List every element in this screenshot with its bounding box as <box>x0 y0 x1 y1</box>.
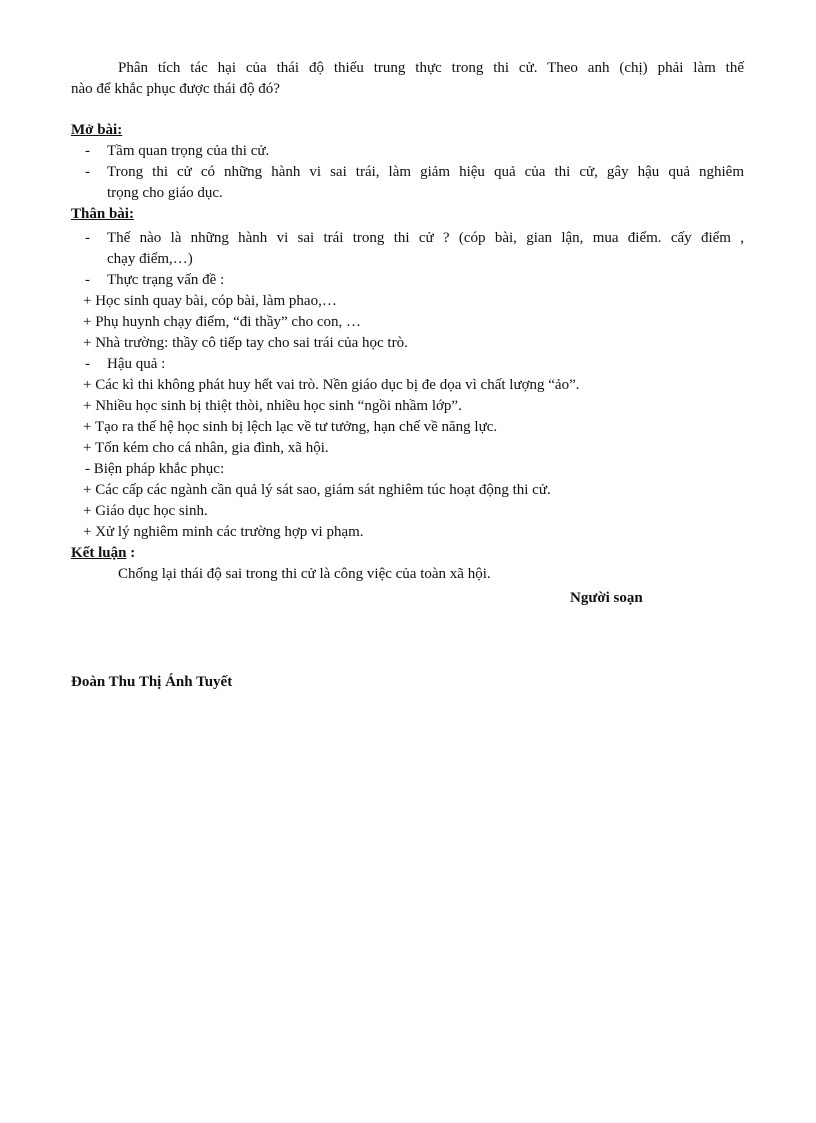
bien-phap-item: + Các cấp các ngành cần quả lý sát sao, giám sát nghiêm túc hoạt động thi cử. <box>83 482 551 498</box>
ket-luan-colon: : <box>126 545 136 561</box>
list-dash: - <box>85 164 90 180</box>
hau-qua-item: + Nhiều học sinh bị thiệt thòi, nhiều học sinh “ngồi nhầm lớp”. <box>83 398 462 414</box>
mo-bai-item-2: Trong thi cử có những hành vi sai trái, làm giảm hiệu quả của thi cử, gây hậu quả nghiêm <box>107 164 744 180</box>
hau-qua-item: + Tạo ra thế hệ học sinh bị lệch lạc về tư tưởng, hạn chế về năng lực. <box>83 419 498 435</box>
than-bai-item-2: Thực trạng vấn đề : <box>107 272 225 288</box>
ket-luan-text: Chống lại thái độ sai trong thi cử là công việc của toàn xã hội. <box>118 566 491 582</box>
hau-qua-item: + Tốn kém cho cá nhân, gia đình, xã hội. <box>83 440 329 456</box>
mo-bai-item-2-cont: trọng cho giáo dục. <box>107 185 223 201</box>
question-line-2: nào để khắc phục được thái độ đó? <box>71 81 280 97</box>
list-dash: - <box>85 272 90 288</box>
ket-luan-heading: Kết luận <box>71 545 127 561</box>
thuc-trang-item: + Phụ huynh chạy điểm, “đi thầy” cho con, … <box>83 314 361 330</box>
list-dash: - <box>85 143 90 159</box>
hau-qua-label: Hậu quả : <box>107 356 166 372</box>
ket-luan-heading-row <box>71 543 135 564</box>
bien-phap-item: + Giáo dục học sinh. <box>83 503 208 519</box>
list-dash: - <box>85 230 90 246</box>
than-bai-item-1-cont: chạy điểm,…) <box>107 251 193 267</box>
than-bai-heading: Thân bài: <box>71 206 134 222</box>
signature-label: Người soạn <box>570 590 643 606</box>
thuc-trang-item: + Nhà trường: thầy cô tiếp tay cho sai trái của học trò. <box>83 335 408 351</box>
list-dash: - <box>85 356 90 372</box>
bien-phap-item: + Xử lý nghiêm minh các trường hợp vi phạm. <box>83 524 364 540</box>
mo-bai-heading: Mở bài: <box>71 122 123 138</box>
hau-qua-item: + Các kì thi không phát huy hết vai trò. Nền giáo dục bị đe dọa vì chất lượng “ảo”. <box>83 377 580 393</box>
question-line-1: Phân tích tác hại của thái độ thiếu trung thực trong thi cử. Theo anh (chị) phải làm thế <box>118 60 744 76</box>
thuc-trang-item: + Học sinh quay bài, cóp bài, làm phao,… <box>83 293 337 309</box>
than-bai-item-1: Thế nào là những hành vi sai trái trong thi cử ? (cóp bài, gian lận, mua điểm. cấy điểm , <box>107 230 744 246</box>
bien-phap-label: - Biện pháp khắc phục: <box>85 461 225 477</box>
mo-bai-item-1: Tầm quan trọng của thi cử. <box>107 143 270 159</box>
signature-name: Đoàn Thu Thị Ánh Tuyết <box>71 674 233 690</box>
